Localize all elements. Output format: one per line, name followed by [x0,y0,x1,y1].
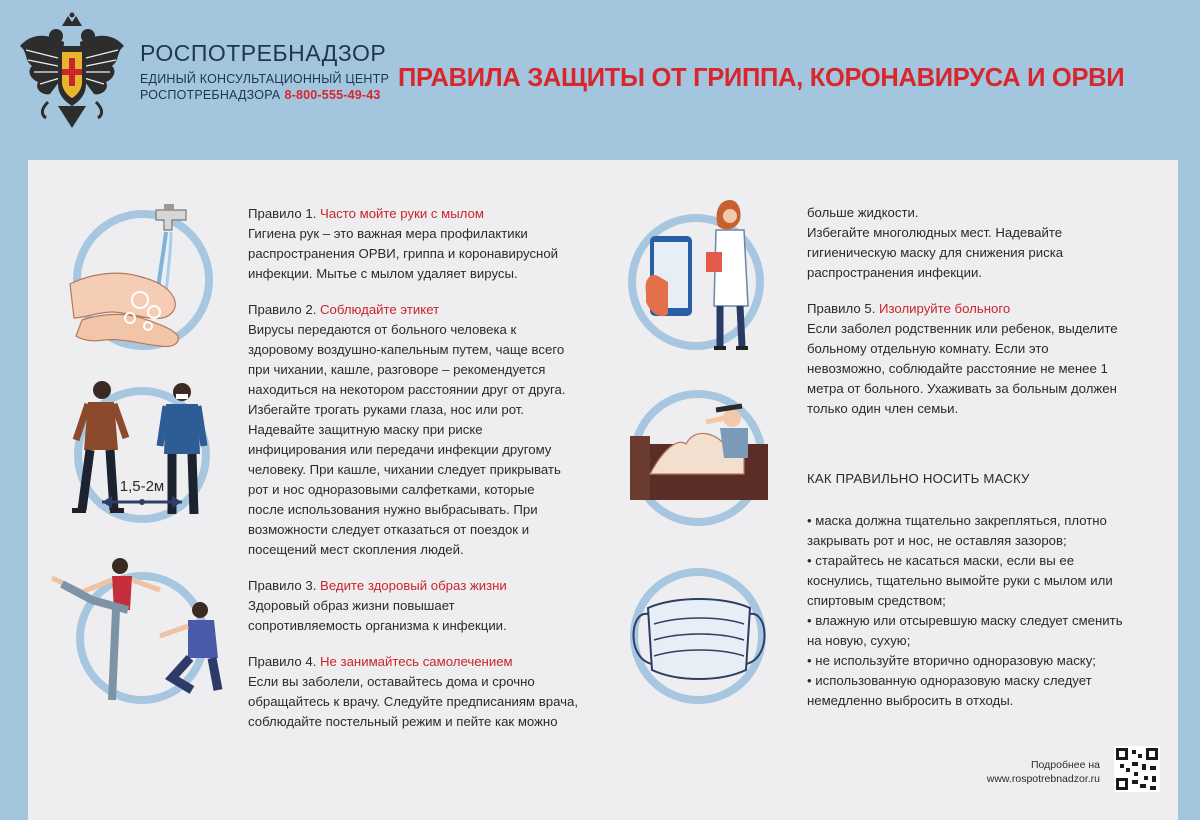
rule3-heading [248,576,608,596]
rule2-line: Избегайте трогать руками глаза, нос или рот. [248,402,525,417]
rule1-line: распространения ОРВИ, гриппа и коронавирусной [248,246,559,261]
continuation-line: распространения инфекции. [807,265,982,280]
isolation-icon [624,388,774,528]
mask-rule-line: немедленно выбросить в отходы. [807,693,1014,708]
rule4-title: Не занимайтесь самолечением [320,654,513,669]
rule5-title: Изолируйте больного [879,301,1011,316]
mask-rule-line: • маска должна тщательно закрепляться, плотно [807,513,1107,528]
mask-rule-line: на новую, сухую; [807,633,911,648]
rule5-line: только один член семьи. [807,401,959,416]
rule3-label: Правило 3. [248,578,317,593]
organization-name: РОСПОТРЕБНАДЗОР [140,40,387,66]
rule4-line: обращайтесь к врачу. Следуйте предписаниям врача, [248,694,578,709]
distance-icon [62,370,222,540]
rule5-line: метра от больного. Ухаживать за больным должен [807,381,1117,396]
mask-rule-line: • влажную или отсыревшую маску следует сменить [807,613,1123,628]
rule2-line: возможности следует отказаться от поездок и [248,522,530,537]
hotline-phone: 8-800-555-49-43 [284,88,381,102]
right-text-column [807,203,1167,711]
rule4-heading [248,652,608,672]
continuation-line: Избегайте многолюдных мест. Надевайте [807,225,1063,240]
healthy-lifestyle-icon [42,550,232,710]
rule2-line: находиться на некотором расстоянии друг от друга. [248,382,566,397]
rule2-label: Правило 2. [248,302,317,317]
rule2-line: Вирусы передаются от больного человека к [248,322,517,337]
rule3-title: Ведите здоровый образ жизни [320,578,507,593]
poster-title: ПРАВИЛА ЗАЩИТЫ ОТ ГРИППА, КОРОНАВИРУСА И ОРВИ [398,64,1125,92]
rule3-line: Здоровый образ жизни повышает [248,598,455,613]
rule5-line: Если заболел родственник или ребенок, выделите [807,321,1118,336]
rule2-title: Соблюдайте этикет [320,302,440,317]
consulting-center-line1: ЕДИНЫЙ КОНСУЛЬТАЦИОННЫЙ ЦЕНТР [140,72,389,86]
content-panel [28,160,1178,820]
rule5-line: больному отдельную комнату. Если это [807,341,1049,356]
rule1-title: Часто мойте руки с мылом [320,206,484,221]
more-label: Подробнее на [1030,759,1100,771]
more-info [958,758,1100,786]
rule1-line: инфекции. Мытье с мылом удаляет вирусы. [248,266,518,281]
qr-code-icon [1114,746,1160,792]
rule4-line: соблюдайте постельный режим и пейте как можно [248,714,558,729]
mask-rule-line: спиртовым средством; [807,593,946,608]
mask-rule-line: • использованную одноразовую маску следует [807,673,1092,688]
doctor-phone-icon [620,196,770,361]
website-link[interactable]: www.rospotrebnadzor.ru [986,773,1100,785]
rule1-heading [248,204,608,224]
rule2-line: при чихании, кашле, разговоре – рекомендуется [248,362,546,377]
rule1-label: Правило 1. [248,206,317,221]
rule3-line: сопротивляемость организма к инфекции. [248,618,507,633]
mask-rule-line: закрывать рот и нос, не оставляя зазоров; [807,533,1067,548]
rule5-label: Правило 5. [807,301,876,316]
rule2-line: здоровому воздушно-капельным путем, чаще всего [248,342,565,357]
mask-rule-line: • старайтесь не касаться маски, если вы ее [807,553,1075,568]
distance-label: 1,5-2м [119,478,165,495]
mask-rule-line: • не используйте вторично одноразовую маску; [807,653,1096,668]
rule2-line: рот и нос одноразовыми салфетками, которые [248,482,535,497]
left-text-column [248,204,608,732]
emblem-icon [18,12,126,130]
mask-rule-line: коснулись, тщательно вымойте руки с мылом или [807,573,1113,588]
continuation-line: гигиеническую маску для снижения риска [807,245,1064,260]
rule5-line: невозможно, соблюдайте расстояние не менее 1 [807,361,1108,376]
rule4-line: Если вы заболели, оставайтесь дома и срочно [248,674,535,689]
rule4-label: Правило 4. [248,654,317,669]
rule2-line: Надевайте защитную маску при риске [248,422,483,437]
rule2-heading [248,300,608,320]
handwashing-icon [68,200,218,360]
mask-heading: КАК ПРАВИЛЬНО НОСИТЬ МАСКУ [807,471,1030,486]
rule2-line: после использования нужно выбрасывать. При [248,502,538,517]
consulting-center-line2: РОСПОТРЕБНАДЗОРА [140,88,281,102]
rule2-line: человеку. При кашле, чихании следует прикрывать [248,462,561,477]
rule2-line: инфицирования или передачи инфекции другому [248,442,552,457]
mask-icon [624,566,774,706]
rule1-line: Гигиена рук – это важная мера профилактики [248,226,528,241]
rule5-heading [807,299,1167,319]
continuation-line: больше жидкости. [807,205,919,220]
rule2-line: посещений мест скопления людей. [248,542,464,557]
